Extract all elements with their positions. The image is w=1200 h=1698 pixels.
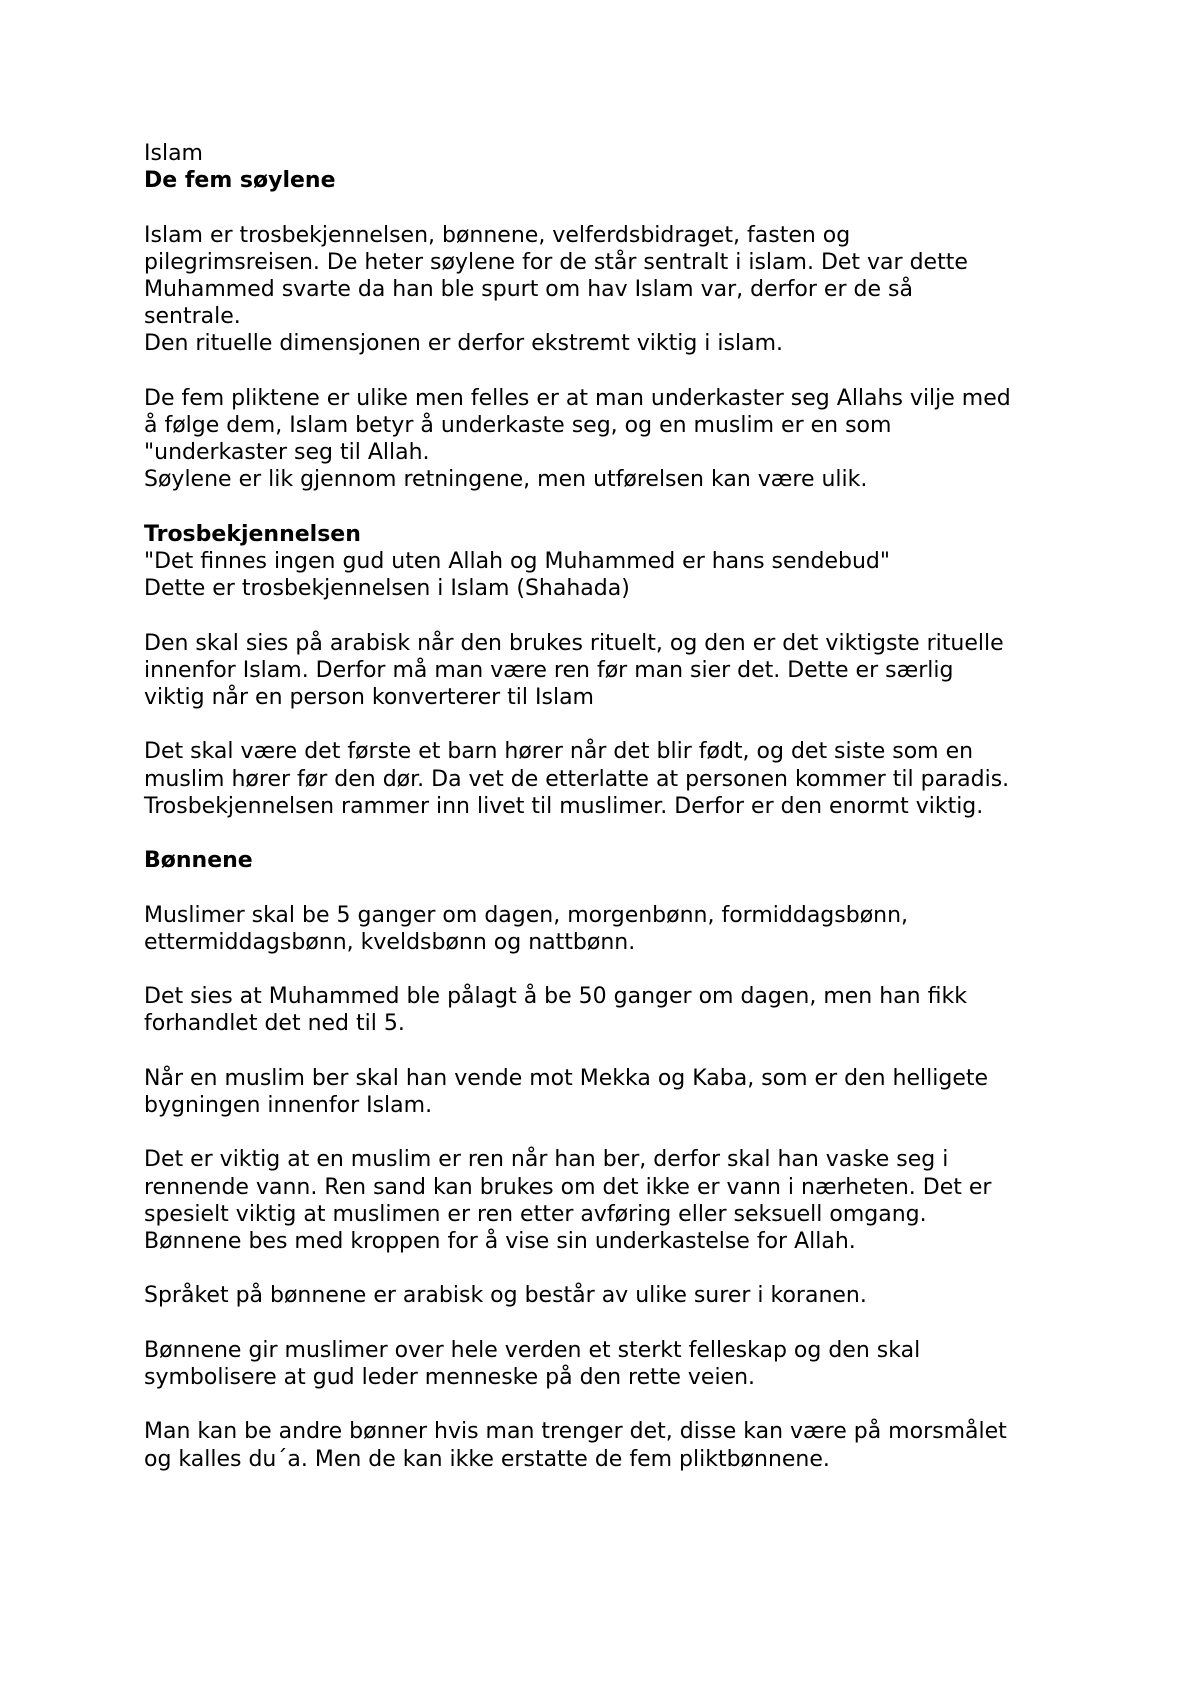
text-line: "underkaster seg til Allah. [144,440,430,466]
prayer-heading: Bønnene [144,848,253,874]
text-line: innenfor Islam. Derfor må man være ren før man sier det. Dette er særlig [144,657,954,683]
blank-line [144,874,1074,901]
text-line: Man kan be andre bønner hvis man trenger det, disse kan være på morsmålet [144,1419,1007,1445]
blank-line [144,1391,1074,1418]
text-line: Det er viktig at en muslim er ren når han ber, derfor skal han vaske seg i [144,1147,949,1173]
text-line: ettermiddagsbønn, kveldsbønn og nattbønn. [144,929,636,955]
blank-line [144,1038,1074,1065]
intro-paragraph [144,222,1074,358]
text-line: Trosbekjennelsen rammer inn livet til muslimer. Derfor er den enormt viktig. [144,793,984,819]
text-line: Det sies at Muhammed ble pålagt å be 50 ganger om dagen, men han fikk [144,984,967,1010]
text-line: å følge dem, Islam betyr å underkaste seg, og en muslim er en som [144,413,892,438]
prayer-paragraph-3 [144,1065,1074,1119]
duties-paragraph [144,385,1074,494]
text-line: Muslimer skal be 5 ganger om dagen, morgenbønn, formiddagsbønn, [144,902,909,928]
text-line: Når en muslim ber skal han vende mot Mekka og Kaba, som er den helligete [144,1065,989,1091]
shahada-intro [144,548,1074,602]
text-line: pilegrimsreisen. De heter søylene for de står sentralt i islam. Det var dette [144,249,968,275]
text-line: rennende vann. Ren sand kan brukes om det ikke er vann i nærheten. Det er [144,1174,992,1200]
text-line: Den rituelle dimensjonen er derfor ekstremt viktig i islam. [144,331,783,357]
document-page [144,140,1074,1473]
prayer-paragraph-6 [144,1337,1074,1391]
text-line: Islam er trosbekjennelsen, bønnene, velferdsbidraget, fasten og [144,222,851,248]
text-line: Søylene er lik gjennom retningene, men utførelsen kan være ulik. [144,467,868,493]
text-line: viktig når en person konverterer til Islam [144,685,594,710]
blank-line [144,1119,1074,1146]
text-line: muslim hører før den dør. Da vet de etterlatte at personen kommer til paradis. [144,766,1010,792]
prayer-paragraph-7 [144,1418,1074,1472]
document-title: Islam [144,141,203,166]
blank-line [144,602,1074,629]
text-line: Den skal sies på arabisk når den brukes rituelt, og den er det viktigste rituelle [144,630,1004,656]
prayer-paragraph-5 [144,1282,1074,1309]
shahada-paragraph-2 [144,738,1074,820]
prayer-paragraph-4 [144,1146,1074,1255]
text-line: Språket på bønnene er arabisk og består av ulike surer i koranen. [144,1283,867,1309]
text-line: "Det finnes ingen gud uten Allah og Muhammed er hans sendebud" [144,549,890,574]
shahada-heading: Trosbekjennelsen [144,521,361,547]
text-line: forhandlet det ned til 5. [144,1011,405,1037]
prayer-paragraph-1 [144,902,1074,956]
text-line: Bønnene bes med kroppen for å vise sin underkastelse for Allah. [144,1228,856,1254]
shahada-paragraph-1 [144,630,1074,712]
text-line: De fem pliktene er ulike men felles er at man underkaster seg Allahs vilje med [144,385,1011,411]
blank-line [144,494,1074,521]
blank-line [144,358,1074,385]
text-line: symbolisere at gud leder menneske på den rette veien. [144,1364,756,1390]
text-line: Bønnene gir muslimer over hele verden et sterkt felleskap og den skal [144,1337,921,1363]
blank-line [144,1255,1074,1282]
main-heading: De fem søylene [144,168,336,194]
text-line: bygningen innenfor Islam. [144,1092,433,1118]
blank-line [144,711,1074,738]
blank-line [144,194,1074,221]
blank-line [144,820,1074,847]
blank-line [144,1310,1074,1337]
text-line: og kalles du´a. Men de kan ikke erstatte de fem pliktbønnene. [144,1446,830,1472]
text-line: spesielt viktig at muslimen er ren etter avføring eller seksuell omgang. [144,1201,927,1227]
prayer-paragraph-2 [144,983,1074,1037]
text-line: Dette er trosbekjennelsen i Islam (Shahada) [144,576,630,602]
text-line: Det skal være det første et barn hører når det blir født, og det siste som en [144,739,974,765]
text-line: sentrale. [144,304,241,330]
text-line: Muhammed svarte da han ble spurt om hav Islam var, derfor er de så [144,277,913,302]
blank-line [144,956,1074,983]
